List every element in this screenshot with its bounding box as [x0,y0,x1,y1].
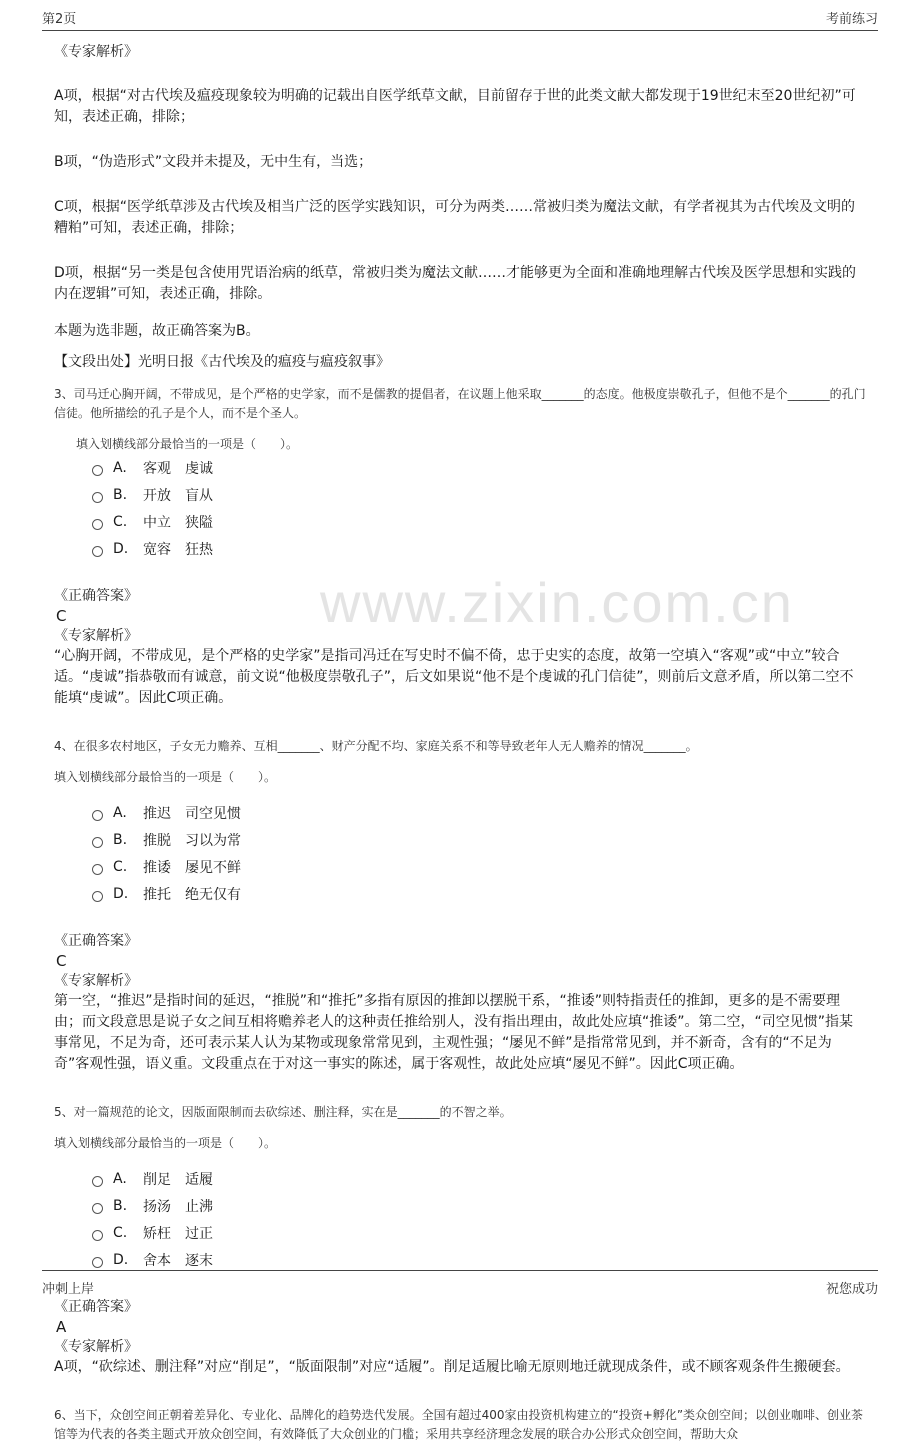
q4-analysis: 第一空，“推迟”是指时间的延迟，“推脱”和“推托”多指有原因的推卸以摆脱干系，“推诿”则特指责任的推卸，更多的是不需要理由；而文段意思是说子女之间互相将赡养老人的这种责任推给别人，没有指出理由，故此处应填“推诿”。第二空，“司空见惯”指某事常见，不足为奇，还可表示某人认为某物或现象常常见到，主观性强；“屡见不鲜”是指常常见到，并不新奇，含有的“不足为奇”客观性强，语义重。文段重点在于对这一事实的陈述，属于客观性，故此处应填“屡见不鲜”。因此C项正确。 [54,993,854,1072]
q6-stem: 6、当下，众创空间正朝着差异化、专业化、品牌化的趋势迭代发展。全国有超过400家由投资机构建立的“投资+孵化”类众创空间；以创业咖啡、创业茶馆等为代表的各类主题式开放众创空间，有效降低了大众创业的门槛；采用共享经济理念发展的联合办公形式众创空间，帮助大众 [54,1408,864,1441]
radio-icon[interactable] [92,891,103,902]
q3-option-a[interactable]: A. 客观 虔诚 [92,454,866,481]
q5-answer-title: 《正确答案》 [54,1299,138,1315]
watermark: www.zixin.com.cn [320,571,794,634]
q3-answer: C [56,607,67,625]
radio-icon[interactable] [92,546,103,557]
q5-stem: 5、对一篇规范的论文，因版面限制而去砍综述、删注释，实在是_______的不智之举。 [54,1105,512,1119]
radio-icon[interactable] [92,1203,103,1214]
q5-analysis-title: 《专家解析》 [54,1339,138,1355]
q2-analysis-title: 《专家解析》 [54,44,138,60]
q4-option-b[interactable]: B. 推脱 习以为常 [92,826,866,853]
radio-icon[interactable] [92,810,103,821]
q5-option-d[interactable]: D. 舍本 逐末 [92,1246,866,1273]
radio-icon[interactable] [92,1176,103,1187]
footer-right: 祝您成功 [825,1282,878,1297]
q4-answer-title: 《正确答案》 [54,933,138,949]
header-title: 考前练习 [825,12,878,27]
q2-conclusion: 本题为选非题，故正确答案为B。 [54,323,260,339]
page-number: 第2页 [42,12,77,27]
q2-analysis-c: C项，根据“医学纸草涉及古代埃及相当广泛的医学实践知识，可分为两类……常被归类为魔法文献，有学者视其为古代埃及文明的糟粕”可知，表述正确，排除； [54,199,856,236]
q3-options [92,454,866,562]
q5-analysis: A项，“砍综述、删注释”对应“削足”，“版面限制”对应“适履”。削足适履比喻无原则地迁就现成条件，或不顾客观条件生搬硬套。 [54,1359,850,1375]
radio-icon[interactable] [92,465,103,476]
q3-option-c[interactable]: C. 中立 狭隘 [92,508,866,535]
radio-icon[interactable] [92,492,103,503]
q5-answer: A [56,1318,67,1336]
q2-analysis-d: D项，根据“另一类是包含使用咒语治病的纸草，常被归类为魔法文献……才能够更为全面和准确地理解古代埃及医学思想和实践的内在逻辑”可知，表述正确，排除。 [54,265,857,302]
q5-options [92,1165,866,1273]
page-footer [42,1270,878,1297]
q3-option-b[interactable]: B. 开放 盲从 [92,481,866,508]
q2-analysis-a: A项，根据“对古代埃及瘟疫现象较为明确的记载出自医学纸草文献，目前留存于世的此类文献大都发现于19世纪末至20世纪初”可知，表述正确，排除； [54,88,856,125]
footer-left: 冲刺上岸 [42,1282,95,1297]
q4-option-c[interactable]: C. 推诿 屡见不鲜 [92,853,866,880]
q3-stem: 3、司马迁心胸开阔，不带成见，是个严格的史学家，而不是儒教的提倡者，在议题上他采取_______的态度。他极度崇敬孔子，但他不是个_______的孔门信徒。他所描绘的孔子是个人，而不是个圣人。 [54,387,866,420]
q2-source: 【文段出处】光明日报《古代埃及的瘟疫与瘟疫叙事》 [54,354,390,370]
q2-analysis-b: B项，“伪造形式”文段并未提及，无中生有，当选； [54,154,373,170]
q5-instruction: 填入划横线部分最恰当的一项是（ ）。 [54,1136,277,1150]
q4-instruction: 填入划横线部分最恰当的一项是（ ）。 [54,770,277,784]
q3-answer-title: 《正确答案》 [54,588,138,604]
q5-option-c[interactable]: C. 矫枉 过正 [92,1219,866,1246]
q4-options [92,799,866,907]
document-body [54,42,866,1456]
radio-icon[interactable] [92,519,103,530]
q4-answer: C [56,952,67,970]
radio-icon[interactable] [92,1257,103,1268]
radio-icon[interactable] [92,1230,103,1241]
q4-stem: 4、在很多农村地区，子女无力赡养、互相_______、财产分配不均、家庭关系不和等导致老年人无人赡养的情况_______。 [54,739,698,753]
q4-analysis-title: 《专家解析》 [54,973,138,989]
q3-analysis-title: 《专家解析》 [54,628,138,644]
q5-option-a[interactable]: A. 削足 适履 [92,1165,866,1192]
q3-option-d[interactable]: D. 宽容 狂热 [92,535,866,562]
q3-analysis: “心胸开阔，不带成见，是个严格的史学家”是指司冯迁在写史时不偏不倚，忠于史实的态度，故第一空填入“客观”或“中立”较合适。“虔诚”指恭敬而有诚意，前文说“他极度崇敬孔子”，后文如果说“他不是个虔诚的孔门信徒”，则前后文意矛盾，所以第二空不能填“虔诚”。因此C项正确。 [54,648,854,706]
radio-icon[interactable] [92,837,103,848]
q4-option-a[interactable]: A. 推迟 司空见惯 [92,799,866,826]
q5-option-b[interactable]: B. 扬汤 止沸 [92,1192,866,1219]
q4-option-d[interactable]: D. 推托 绝无仅有 [92,880,866,907]
page-header [42,8,878,31]
q3-instruction: 填入划横线部分最恰当的一项是（ ）。 [76,437,299,451]
radio-icon[interactable] [92,864,103,875]
